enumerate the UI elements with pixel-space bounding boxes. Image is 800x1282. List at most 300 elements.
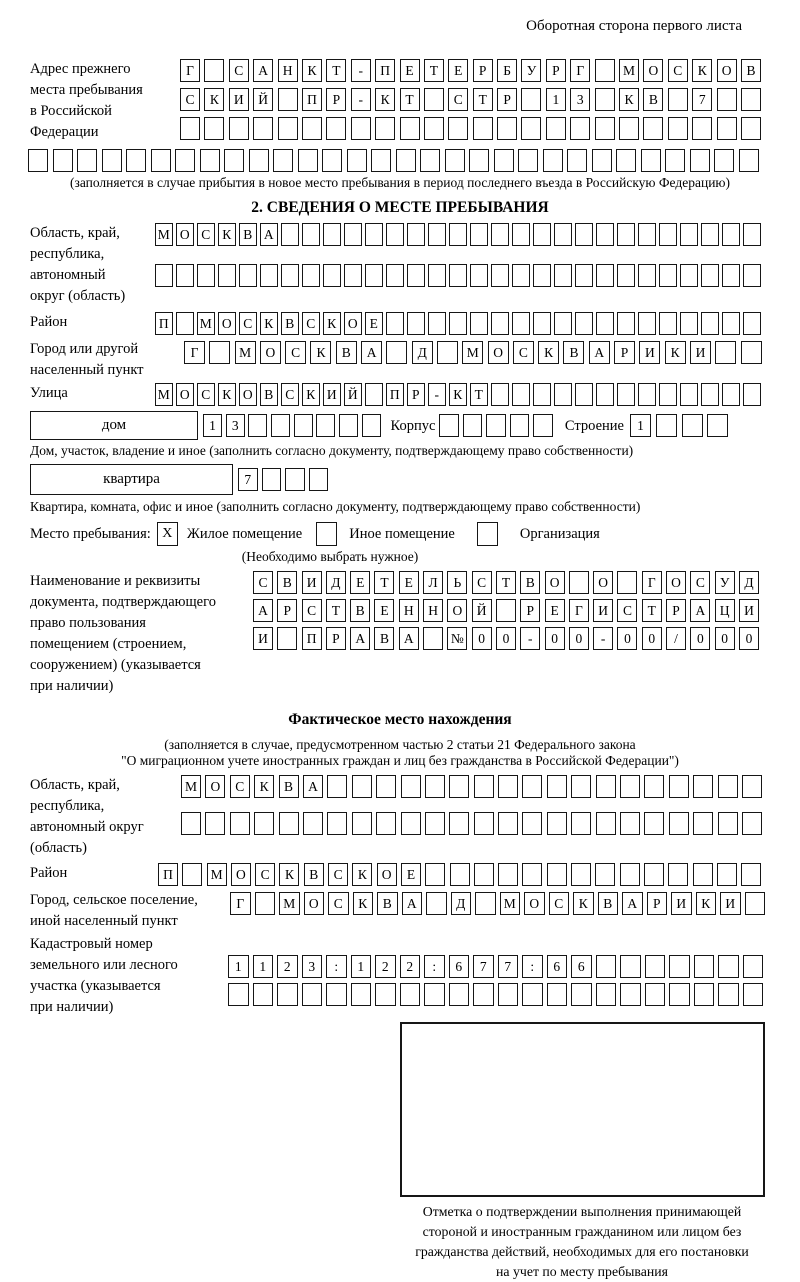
char-cell[interactable] — [474, 812, 494, 835]
char-cell[interactable] — [680, 383, 698, 406]
char-cell[interactable] — [352, 812, 372, 835]
char-cell[interactable] — [668, 88, 688, 111]
char-cell[interactable]: С — [229, 59, 249, 82]
char-cell[interactable]: 0 — [472, 627, 492, 650]
char-cell[interactable] — [344, 264, 362, 287]
char-cell[interactable] — [218, 264, 236, 287]
char-cell[interactable]: К — [204, 88, 224, 111]
char-cell[interactable] — [28, 149, 48, 172]
char-cell[interactable]: 7 — [692, 88, 712, 111]
char-cell[interactable] — [512, 223, 530, 246]
char-cell[interactable]: : — [424, 955, 445, 978]
char-cell[interactable] — [248, 414, 267, 437]
char-cell[interactable] — [668, 863, 688, 886]
char-cell[interactable]: 1 — [253, 955, 274, 978]
s2-street-row[interactable] — [155, 383, 764, 406]
char-cell[interactable] — [554, 383, 572, 406]
char-cell[interactable] — [533, 414, 553, 437]
char-cell[interactable]: Р — [473, 59, 493, 82]
char-cell[interactable] — [285, 468, 305, 491]
char-cell[interactable]: С — [448, 88, 468, 111]
char-cell[interactable] — [428, 264, 446, 287]
char-cell[interactable]: С — [617, 599, 637, 622]
char-cell[interactable] — [376, 775, 396, 798]
char-cell[interactable] — [645, 983, 666, 1006]
char-cell[interactable]: П — [302, 88, 322, 111]
char-cell[interactable]: 6 — [449, 955, 470, 978]
char-cell[interactable] — [302, 264, 320, 287]
char-cell[interactable] — [470, 312, 488, 335]
char-cell[interactable] — [473, 117, 493, 140]
char-cell[interactable] — [620, 775, 640, 798]
char-cell[interactable] — [510, 414, 530, 437]
char-cell[interactable] — [228, 983, 249, 1006]
char-cell[interactable]: Е — [374, 599, 394, 622]
char-cell[interactable]: М — [500, 892, 521, 915]
char-cell[interactable] — [575, 312, 593, 335]
char-cell[interactable]: : — [326, 955, 347, 978]
char-cell[interactable]: Н — [278, 59, 298, 82]
char-cell[interactable] — [596, 383, 614, 406]
char-cell[interactable] — [595, 863, 615, 886]
char-cell[interactable] — [400, 983, 421, 1006]
char-cell[interactable]: К — [279, 863, 299, 886]
char-cell[interactable] — [722, 312, 740, 335]
char-cell[interactable]: С — [472, 571, 492, 594]
char-cell[interactable] — [327, 775, 347, 798]
char-cell[interactable]: К — [218, 223, 236, 246]
char-cell[interactable] — [371, 149, 391, 172]
char-cell[interactable]: К — [302, 59, 322, 82]
char-cell[interactable]: Н — [399, 599, 419, 622]
char-cell[interactable] — [181, 812, 201, 835]
char-cell[interactable]: 3 — [570, 88, 590, 111]
char-cell[interactable] — [316, 414, 335, 437]
char-cell[interactable]: Т — [642, 599, 662, 622]
char-cell[interactable] — [182, 863, 202, 886]
char-cell[interactable] — [407, 264, 425, 287]
char-cell[interactable] — [742, 812, 762, 835]
char-cell[interactable]: Т — [400, 88, 420, 111]
char-cell[interactable] — [470, 264, 488, 287]
char-cell[interactable]: Р — [666, 599, 686, 622]
char-cell[interactable] — [659, 223, 677, 246]
char-cell[interactable] — [322, 149, 342, 172]
char-cell[interactable]: У — [715, 571, 735, 594]
char-cell[interactable] — [327, 812, 347, 835]
char-cell[interactable] — [638, 223, 656, 246]
char-cell[interactable]: 7 — [238, 468, 258, 491]
char-cell[interactable] — [512, 264, 530, 287]
al-city-row[interactable] — [230, 892, 769, 915]
char-cell[interactable] — [277, 627, 297, 650]
char-cell[interactable]: К — [310, 341, 331, 364]
char-cell[interactable]: 2 — [277, 955, 298, 978]
char-cell[interactable]: В — [598, 892, 619, 915]
char-cell[interactable] — [344, 223, 362, 246]
char-cell[interactable]: Г — [184, 341, 205, 364]
char-cell[interactable] — [554, 264, 572, 287]
cadastral-row-2[interactable] — [228, 983, 767, 1006]
char-cell[interactable] — [449, 775, 469, 798]
char-cell[interactable]: Й — [344, 383, 362, 406]
char-cell[interactable] — [595, 117, 615, 140]
document-row-3[interactable] — [253, 627, 763, 650]
char-cell[interactable]: 0 — [569, 627, 589, 650]
char-cell[interactable] — [474, 775, 494, 798]
char-cell[interactable]: Р — [614, 341, 635, 364]
char-cell[interactable]: К — [375, 88, 395, 111]
s2-city-row[interactable] — [184, 341, 766, 364]
char-cell[interactable]: О — [717, 59, 737, 82]
char-cell[interactable] — [701, 383, 719, 406]
char-cell[interactable] — [617, 312, 635, 335]
char-cell[interactable] — [659, 383, 677, 406]
char-cell[interactable]: П — [155, 312, 173, 335]
char-cell[interactable] — [176, 312, 194, 335]
char-cell[interactable] — [745, 892, 766, 915]
char-cell[interactable] — [396, 149, 416, 172]
char-cell[interactable] — [718, 812, 738, 835]
char-cell[interactable]: 7 — [498, 955, 519, 978]
char-cell[interactable] — [448, 117, 468, 140]
char-cell[interactable] — [644, 863, 664, 886]
char-cell[interactable] — [641, 149, 661, 172]
char-cell[interactable] — [522, 983, 543, 1006]
char-cell[interactable]: С — [302, 599, 322, 622]
char-cell[interactable]: С — [197, 223, 215, 246]
char-cell[interactable] — [592, 149, 612, 172]
char-cell[interactable] — [569, 571, 589, 594]
char-cell[interactable] — [743, 955, 764, 978]
char-cell[interactable] — [669, 812, 689, 835]
char-cell[interactable]: - — [520, 627, 540, 650]
char-cell[interactable]: К — [302, 383, 320, 406]
char-cell[interactable] — [533, 264, 551, 287]
stroenie-cells[interactable] — [630, 414, 733, 437]
char-cell[interactable]: П — [375, 59, 395, 82]
char-cell[interactable]: К — [449, 383, 467, 406]
char-cell[interactable]: К — [254, 775, 274, 798]
char-cell[interactable]: Р — [647, 892, 668, 915]
char-cell[interactable]: М — [619, 59, 639, 82]
prev-address-row-2[interactable] — [180, 88, 765, 111]
char-cell[interactable] — [224, 149, 244, 172]
char-cell[interactable]: В — [741, 59, 761, 82]
char-cell[interactable] — [722, 223, 740, 246]
char-cell[interactable] — [253, 117, 273, 140]
char-cell[interactable] — [155, 264, 173, 287]
char-cell[interactable] — [386, 223, 404, 246]
char-cell[interactable]: М — [207, 863, 227, 886]
char-cell[interactable] — [278, 88, 298, 111]
char-cell[interactable] — [741, 341, 762, 364]
char-cell[interactable]: И — [690, 341, 711, 364]
char-cell[interactable]: О — [304, 892, 325, 915]
char-cell[interactable] — [498, 812, 518, 835]
char-cell[interactable]: Д — [412, 341, 433, 364]
char-cell[interactable] — [595, 59, 615, 82]
document-row-1[interactable] — [253, 571, 763, 594]
char-cell[interactable] — [351, 983, 372, 1006]
char-cell[interactable] — [547, 775, 567, 798]
s2-region-row-2[interactable] — [155, 264, 764, 287]
char-cell[interactable]: В — [350, 599, 370, 622]
char-cell[interactable] — [596, 983, 617, 1006]
char-cell[interactable] — [425, 775, 445, 798]
char-cell[interactable] — [498, 983, 519, 1006]
char-cell[interactable]: И — [739, 599, 759, 622]
char-cell[interactable] — [273, 149, 293, 172]
char-cell[interactable] — [302, 117, 322, 140]
char-cell[interactable] — [498, 863, 518, 886]
char-cell[interactable] — [496, 599, 516, 622]
char-cell[interactable] — [449, 312, 467, 335]
char-cell[interactable] — [428, 223, 446, 246]
prev-address-row-1[interactable] — [180, 59, 765, 82]
char-cell[interactable]: М — [235, 341, 256, 364]
char-cell[interactable]: С — [328, 863, 348, 886]
char-cell[interactable] — [470, 223, 488, 246]
char-cell[interactable]: А — [399, 627, 419, 650]
char-cell[interactable]: Р — [546, 59, 566, 82]
char-cell[interactable] — [298, 149, 318, 172]
char-cell[interactable] — [326, 117, 346, 140]
char-cell[interactable] — [323, 264, 341, 287]
char-cell[interactable] — [425, 863, 445, 886]
char-cell[interactable] — [518, 149, 538, 172]
char-cell[interactable] — [741, 88, 761, 111]
char-cell[interactable]: В — [374, 627, 394, 650]
char-cell[interactable]: № — [447, 627, 467, 650]
apartment-cells[interactable] — [238, 468, 332, 491]
char-cell[interactable]: - — [351, 88, 371, 111]
checkbox-other-premises[interactable] — [316, 522, 337, 546]
char-cell[interactable] — [543, 149, 563, 172]
char-cell[interactable] — [715, 341, 736, 364]
char-cell[interactable] — [512, 383, 530, 406]
char-cell[interactable] — [77, 149, 97, 172]
char-cell[interactable] — [386, 312, 404, 335]
char-cell[interactable]: А — [361, 341, 382, 364]
char-cell[interactable]: А — [622, 892, 643, 915]
char-cell[interactable] — [717, 117, 737, 140]
char-cell[interactable] — [486, 414, 506, 437]
s2-district-row[interactable] — [155, 312, 764, 335]
char-cell[interactable] — [498, 775, 518, 798]
char-cell[interactable] — [694, 983, 715, 1006]
char-cell[interactable] — [449, 223, 467, 246]
char-cell[interactable] — [491, 312, 509, 335]
char-cell[interactable] — [426, 892, 447, 915]
char-cell[interactable]: К — [573, 892, 594, 915]
char-cell[interactable] — [644, 775, 664, 798]
char-cell[interactable] — [571, 775, 591, 798]
char-cell[interactable] — [547, 863, 567, 886]
char-cell[interactable]: 6 — [571, 955, 592, 978]
char-cell[interactable]: К — [352, 863, 372, 886]
char-cell[interactable]: Г — [570, 59, 590, 82]
char-cell[interactable] — [407, 223, 425, 246]
char-cell[interactable] — [229, 117, 249, 140]
char-cell[interactable]: 2 — [375, 955, 396, 978]
char-cell[interactable] — [680, 264, 698, 287]
char-cell[interactable] — [554, 312, 572, 335]
char-cell[interactable] — [743, 312, 761, 335]
char-cell[interactable]: Т — [496, 571, 516, 594]
char-cell[interactable]: К — [260, 312, 278, 335]
char-cell[interactable]: - — [593, 627, 613, 650]
char-cell[interactable]: С — [253, 571, 273, 594]
char-cell[interactable]: Ь — [447, 571, 467, 594]
char-cell[interactable] — [365, 264, 383, 287]
char-cell[interactable]: С — [180, 88, 200, 111]
char-cell[interactable]: Т — [424, 59, 444, 82]
char-cell[interactable]: О — [643, 59, 663, 82]
char-cell[interactable] — [204, 59, 224, 82]
char-cell[interactable] — [669, 955, 690, 978]
char-cell[interactable] — [279, 812, 299, 835]
char-cell[interactable] — [303, 812, 323, 835]
char-cell[interactable]: И — [593, 599, 613, 622]
char-cell[interactable] — [743, 983, 764, 1006]
char-cell[interactable] — [491, 383, 509, 406]
char-cell[interactable] — [718, 775, 738, 798]
char-cell[interactable] — [424, 983, 445, 1006]
char-cell[interactable]: И — [253, 627, 273, 650]
char-cell[interactable] — [665, 149, 685, 172]
char-cell[interactable] — [620, 955, 641, 978]
char-cell[interactable] — [230, 812, 250, 835]
char-cell[interactable]: 1 — [228, 955, 249, 978]
char-cell[interactable] — [423, 627, 443, 650]
char-cell[interactable]: Р — [326, 88, 346, 111]
s2-region-row-1[interactable] — [155, 223, 764, 246]
char-cell[interactable] — [450, 863, 470, 886]
char-cell[interactable]: Е — [399, 571, 419, 594]
char-cell[interactable]: К — [692, 59, 712, 82]
char-cell[interactable]: 1 — [546, 88, 566, 111]
char-cell[interactable] — [352, 775, 372, 798]
char-cell[interactable]: - — [428, 383, 446, 406]
char-cell[interactable]: В — [260, 383, 278, 406]
char-cell[interactable] — [151, 149, 171, 172]
char-cell[interactable] — [326, 983, 347, 1006]
char-cell[interactable] — [424, 88, 444, 111]
char-cell[interactable]: Е — [545, 599, 565, 622]
char-cell[interactable]: В — [304, 863, 324, 886]
char-cell[interactable] — [547, 983, 568, 1006]
char-cell[interactable]: Й — [253, 88, 273, 111]
char-cell[interactable]: С — [239, 312, 257, 335]
char-cell[interactable] — [617, 264, 635, 287]
char-cell[interactable]: А — [589, 341, 610, 364]
char-cell[interactable] — [449, 812, 469, 835]
char-cell[interactable] — [638, 312, 656, 335]
char-cell[interactable]: О — [260, 341, 281, 364]
char-cell[interactable] — [102, 149, 122, 172]
char-cell[interactable] — [739, 149, 759, 172]
char-cell[interactable] — [547, 812, 567, 835]
char-cell[interactable]: Д — [739, 571, 759, 594]
char-cell[interactable]: 1 — [630, 414, 651, 437]
char-cell[interactable] — [407, 312, 425, 335]
char-cell[interactable]: 3 — [226, 414, 245, 437]
checkbox-organization[interactable] — [477, 522, 498, 546]
char-cell[interactable] — [428, 312, 446, 335]
char-cell[interactable]: М — [462, 341, 483, 364]
char-cell[interactable] — [595, 88, 615, 111]
cadastral-row-1[interactable] — [228, 955, 767, 978]
char-cell[interactable]: 7 — [473, 955, 494, 978]
char-cell[interactable] — [668, 117, 688, 140]
char-cell[interactable] — [239, 264, 257, 287]
char-cell[interactable] — [53, 149, 73, 172]
char-cell[interactable]: / — [666, 627, 686, 650]
char-cell[interactable] — [596, 312, 614, 335]
char-cell[interactable] — [425, 812, 445, 835]
char-cell[interactable] — [620, 812, 640, 835]
char-cell[interactable] — [554, 223, 572, 246]
char-cell[interactable] — [718, 955, 739, 978]
char-cell[interactable]: 0 — [496, 627, 516, 650]
char-cell[interactable]: Д — [451, 892, 472, 915]
char-cell[interactable] — [717, 88, 737, 111]
char-cell[interactable] — [571, 812, 591, 835]
char-cell[interactable]: 0 — [715, 627, 735, 650]
char-cell[interactable] — [596, 775, 616, 798]
char-cell[interactable] — [707, 414, 728, 437]
char-cell[interactable]: Т — [326, 59, 346, 82]
char-cell[interactable] — [180, 117, 200, 140]
char-cell[interactable]: Т — [473, 88, 493, 111]
char-cell[interactable] — [449, 983, 470, 1006]
char-cell[interactable] — [365, 383, 383, 406]
char-cell[interactable]: В — [277, 571, 297, 594]
char-cell[interactable]: Е — [401, 863, 421, 886]
char-cell[interactable]: - — [351, 59, 371, 82]
char-cell[interactable]: С — [255, 863, 275, 886]
char-cell[interactable]: М — [197, 312, 215, 335]
char-cell[interactable] — [521, 88, 541, 111]
char-cell[interactable] — [522, 863, 542, 886]
char-cell[interactable]: С — [328, 892, 349, 915]
prev-address-row-3[interactable] — [180, 117, 765, 140]
char-cell[interactable]: С — [549, 892, 570, 915]
char-cell[interactable] — [616, 149, 636, 172]
char-cell[interactable] — [693, 812, 713, 835]
char-cell[interactable] — [620, 983, 641, 1006]
char-cell[interactable] — [401, 775, 421, 798]
char-cell[interactable] — [669, 983, 690, 1006]
char-cell[interactable]: Р — [407, 383, 425, 406]
char-cell[interactable]: А — [260, 223, 278, 246]
char-cell[interactable]: Р — [520, 599, 540, 622]
al-region-row-1[interactable] — [181, 775, 766, 798]
char-cell[interactable]: О — [666, 571, 686, 594]
char-cell[interactable] — [742, 775, 762, 798]
char-cell[interactable] — [680, 223, 698, 246]
char-cell[interactable]: О — [488, 341, 509, 364]
char-cell[interactable] — [386, 264, 404, 287]
char-cell[interactable]: И — [229, 88, 249, 111]
char-cell[interactable]: А — [253, 599, 273, 622]
char-cell[interactable]: 2 — [400, 955, 421, 978]
char-cell[interactable]: : — [522, 955, 543, 978]
char-cell[interactable]: Р — [497, 88, 517, 111]
char-cell[interactable] — [522, 812, 542, 835]
char-cell[interactable] — [521, 117, 541, 140]
